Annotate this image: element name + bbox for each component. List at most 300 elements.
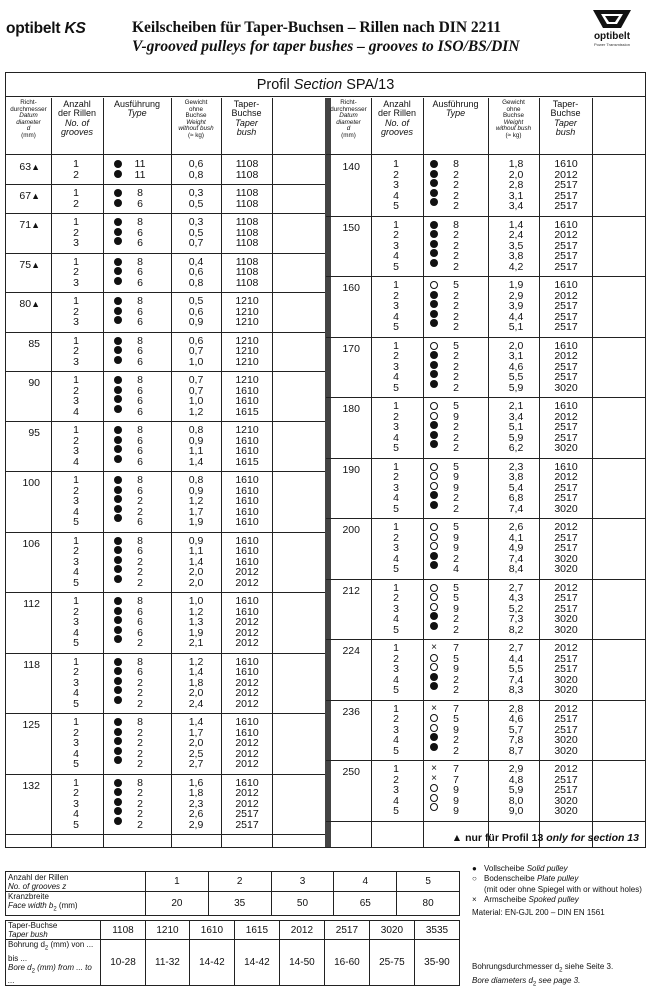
diameter-group: [326, 217, 645, 278]
header-grooves-line: Anzahl: [383, 99, 411, 109]
col-weight: [178, 475, 214, 528]
header-type-line: Ausführung: [113, 99, 161, 109]
header-grooves-line: No. of: [64, 117, 89, 128]
solid-pulley-icon: [430, 743, 438, 751]
plate-pulley-icon: [430, 402, 438, 410]
col-weight: [498, 704, 534, 757]
bush-size: 3020: [554, 613, 578, 625]
groove-count: 5: [73, 637, 79, 649]
groove-count: 1: [393, 642, 399, 654]
solid-pulley-icon: [114, 575, 122, 583]
bush-size: 2012: [554, 168, 578, 181]
groove-count: 1: [73, 295, 79, 307]
type-number: 6: [137, 355, 143, 368]
col-grooves: [61, 717, 91, 770]
solid-pulley-icon: [114, 170, 122, 178]
solid-pulley-icon: [114, 376, 122, 384]
type-number: 7: [453, 773, 459, 786]
col-spokes: [445, 704, 467, 757]
type-number: 6: [137, 405, 143, 418]
diameter-number: 190: [342, 463, 360, 476]
groove-count: 1: [393, 400, 399, 412]
type-number: 9: [453, 481, 459, 494]
type-number: 6: [137, 605, 143, 618]
type-number: 2: [453, 421, 459, 433]
col-type: [423, 159, 445, 208]
groove-count: 2: [393, 713, 399, 725]
weight-value: 4,9: [508, 542, 524, 554]
diameter-group: [6, 593, 326, 654]
solid-pulley-icon: [430, 179, 438, 187]
type-number: 2: [137, 787, 143, 799]
type-number: 8: [453, 218, 459, 231]
diameter-value: [6, 538, 40, 550]
groove-count: 5: [393, 260, 399, 273]
groove-count: 2: [73, 384, 79, 397]
type-number: 6: [137, 237, 143, 249]
solid-pulley-icon: [430, 440, 438, 448]
groove-count: 5: [73, 758, 79, 770]
col-type: [423, 462, 445, 511]
col-spokes: [445, 401, 467, 454]
groove-count: 3: [393, 542, 399, 554]
weight-value: 0,3: [188, 187, 204, 199]
weight-value: 0,7: [188, 374, 204, 386]
type-number: 2: [137, 555, 143, 568]
header-diameter-line: d: [346, 125, 351, 133]
col-spokes: [445, 280, 467, 333]
header-diameter-line: (mm): [341, 132, 356, 140]
groove-count: 3: [393, 239, 399, 252]
solid-pulley-icon: [430, 421, 438, 429]
col-bush: [227, 596, 267, 649]
weight-value: 1,7: [188, 726, 204, 739]
solid-pulley-icon: [114, 267, 122, 275]
groove-count: 4: [393, 613, 399, 625]
col-bush: [546, 704, 586, 757]
diameter-value: [6, 161, 40, 173]
bush-size: 3020: [554, 623, 578, 636]
type-number: 5: [453, 339, 459, 352]
b2-1: 20: [146, 892, 209, 916]
diameter-value: [6, 190, 40, 202]
solid-pulley-icon: [430, 240, 438, 248]
weight-value: 2,1: [508, 400, 524, 412]
solid-pulley-icon: [114, 728, 122, 736]
diameter-number: 85: [28, 337, 40, 350]
col-bush: [227, 375, 267, 417]
type-number: 2: [453, 381, 459, 394]
weight-value: 1,8: [188, 787, 204, 799]
diameter-group: [6, 156, 326, 185]
weight-value: 0,5: [188, 197, 204, 210]
solid-pulley-icon: [114, 228, 122, 236]
plate-pulley-icon: [430, 281, 438, 289]
solid-pulley-icon: [430, 310, 438, 318]
bush-size: 1610: [235, 545, 259, 557]
solid-pulley-icon: [114, 476, 122, 484]
groove-count: 1: [393, 339, 399, 352]
solid-pulley-icon: [430, 351, 438, 359]
bush-size: 2012: [554, 702, 578, 715]
type-number: 2: [453, 260, 459, 273]
bush-size: 2517: [554, 431, 578, 444]
col-grooves: [61, 657, 91, 710]
diameter-value: [6, 780, 40, 792]
type-number: 8: [137, 374, 143, 386]
weight-value: 5,1: [508, 321, 524, 333]
header-grooves-line: grooves: [380, 127, 414, 138]
col-weight: [498, 462, 534, 515]
bush-size: 2517: [554, 371, 578, 383]
weight-value: 1,2: [188, 405, 204, 418]
header-grooves-line: No. of: [384, 117, 409, 128]
groove-count: 2: [393, 652, 399, 665]
bush-size: 2517: [554, 321, 578, 333]
bush-size: 1108: [235, 158, 259, 170]
col-grooves: [61, 375, 91, 417]
groove-count: 1: [393, 218, 399, 231]
solid-pulley-icon: [114, 237, 122, 245]
bush-size: 2517: [554, 492, 578, 504]
col-weight: [178, 296, 214, 328]
groove-count: 2: [73, 545, 79, 557]
header-weight-line: (≈ kg): [187, 132, 205, 140]
bush-size: 3020: [554, 744, 578, 757]
type-number: 5: [453, 713, 459, 725]
diameter-group: [6, 654, 326, 715]
diameter-value: [326, 161, 360, 173]
bore-1610: 14-42: [189, 940, 234, 986]
solid-pulley-icon: [114, 658, 122, 666]
type-number: 2: [137, 758, 143, 770]
groove-count: 4: [393, 794, 399, 807]
type-number: 9: [453, 663, 459, 675]
bush-2012: 2012: [279, 921, 324, 940]
col-spokes: [445, 643, 467, 696]
weight-value: 8,4: [508, 563, 524, 575]
solid-pulley-icon: [114, 626, 122, 634]
legend-solid: ● Vollscheibe Solid pulley: [472, 864, 568, 873]
weight-value: 1,4: [508, 218, 524, 231]
weight-value: 0,8: [188, 474, 204, 486]
weight-value: 8,0: [508, 794, 524, 807]
header-grooves: [51, 100, 103, 138]
solid-pulley-icon: [114, 514, 122, 522]
groove-count: 4: [393, 371, 399, 383]
legend-plate: ○ Bodenscheibe Plate pulley: [472, 874, 579, 884]
header-diameter-line: durchmesser: [330, 105, 367, 113]
type-number: 8: [137, 655, 143, 668]
groove-count: 5: [393, 200, 399, 212]
b2-4: 65: [334, 892, 397, 916]
weight-value: 4,6: [508, 713, 524, 725]
type-number: 9: [453, 805, 459, 817]
bush-size: 1610: [235, 434, 259, 447]
groove-count: 5: [393, 805, 399, 817]
col-grooves: [381, 159, 411, 212]
weight-value: 5,7: [508, 723, 524, 736]
weight-value: 3,8: [508, 471, 524, 483]
header-diameter-line: diameter: [336, 118, 361, 126]
b2-3: 50: [271, 892, 334, 916]
bore-note: Bohrungsdurchmesser $d_2$ siehe Seite 3. Bore diameters $d_2$ see page 3.: [472, 962, 614, 988]
groove-count: 2: [393, 350, 399, 362]
groove-count: 5: [73, 516, 79, 528]
bush-label: Taper-Buchse Taper bush: [6, 921, 101, 940]
diameter-group: [6, 533, 326, 594]
weight-value: 2,1: [188, 637, 204, 649]
col-grooves: [381, 643, 411, 696]
type-number: 6: [137, 616, 143, 628]
bush-size: 1210: [235, 374, 259, 386]
solid-pulley-icon: [430, 160, 438, 168]
plate-pulley-icon: [430, 523, 438, 531]
brand: optibelt KS: [6, 20, 86, 37]
bush-size: 2517: [554, 200, 578, 212]
col-grooves: [381, 764, 411, 817]
groove-count: 2: [73, 305, 79, 318]
bush-size: 2012: [554, 471, 578, 483]
diameter-number: 224: [342, 645, 360, 657]
diameter-number: 100: [22, 477, 40, 489]
solid-pulley-icon: [114, 546, 122, 554]
weight-value: 1,3: [188, 616, 204, 628]
type-number: 2: [137, 566, 143, 578]
weight-value: 1,4: [188, 455, 204, 468]
bush-size: 2012: [235, 576, 259, 589]
bush-size: 3020: [554, 552, 578, 565]
groove-count: 3: [73, 797, 79, 810]
weight-value: 2,7: [508, 581, 524, 594]
optibelt-logo: optibelt Power Transmission: [578, 8, 646, 47]
col-bush: [227, 536, 267, 589]
header-bush-line: Taper: [554, 117, 577, 128]
solid-pulley-icon: [114, 607, 122, 615]
col-type: [107, 188, 129, 208]
solid-pulley-icon: [114, 677, 122, 685]
diameter-group: [326, 156, 645, 217]
diameter-number: 125: [22, 719, 40, 731]
col-spokes: [129, 159, 151, 180]
solid-pulley-icon: [114, 696, 122, 704]
type-number: 2: [453, 744, 459, 757]
weight-value: 1,4: [188, 666, 204, 678]
col-bush: [227, 425, 267, 467]
type-number: 2: [137, 747, 143, 760]
weight-value: 2,3: [188, 797, 204, 810]
type-number: 6: [137, 395, 143, 407]
weight-value: 5,2: [508, 602, 524, 615]
type-number: 5: [453, 400, 459, 412]
bush-size: 2012: [554, 763, 578, 775]
diameter-number: 200: [342, 524, 360, 536]
col-type: [423, 280, 445, 329]
solid-pulley-icon: [430, 361, 438, 369]
diameter-number: 140: [342, 161, 360, 173]
plate-pulley-icon: [430, 463, 438, 471]
bush-size: 1210: [235, 345, 259, 357]
weight-value: 2,6: [508, 521, 524, 533]
bush-size: 2012: [235, 797, 259, 810]
weight-value: 4,2: [508, 260, 524, 273]
section-13-mark: ▲: [31, 191, 40, 201]
weight-value: 3,1: [508, 350, 524, 362]
diameter-value: [6, 477, 40, 489]
type-number: 2: [453, 684, 459, 696]
bush-size: 1615: [235, 405, 259, 418]
header-grooves-line: Anzahl: [63, 99, 91, 109]
weight-value: 0,8: [188, 276, 204, 289]
col-type: [423, 704, 445, 753]
solid-pulley-icon: [114, 277, 122, 285]
type-number: 6: [137, 434, 143, 447]
diameter-number: 250: [342, 766, 360, 778]
type-number: 6: [137, 445, 143, 457]
bush-size: 1210: [235, 424, 259, 436]
weight-value: 4,1: [508, 531, 524, 544]
header-diameter-line: diameter: [16, 118, 41, 126]
col-spokes: [445, 522, 467, 575]
col-bush: [546, 280, 586, 333]
bush-size: 2517: [554, 542, 578, 554]
bush-size: 1610: [235, 605, 259, 618]
diameter-group: [6, 254, 326, 294]
weight-value: 3,4: [508, 410, 524, 423]
header-bush: [221, 100, 272, 138]
type-number: 6: [137, 305, 143, 318]
weight-value: 2,0: [188, 566, 204, 578]
z-1: 1: [146, 872, 209, 892]
col-spokes: [445, 159, 467, 212]
header-type-line: Type: [445, 108, 466, 119]
header-grooves-line: der Rillen: [57, 108, 97, 119]
bush-size: 2517: [554, 713, 578, 725]
header-weight-line: Buchse: [502, 112, 524, 120]
groove-count: 4: [73, 455, 79, 468]
col-grooves: [381, 341, 411, 394]
right-table-half: [326, 98, 645, 847]
bush-size: 2517: [554, 663, 578, 675]
type-number: 2: [137, 495, 143, 507]
type-number: 2: [453, 371, 459, 383]
groove-count: 1: [73, 158, 79, 170]
header-weight-line: Weight: [186, 118, 206, 126]
table-header: [6, 98, 326, 155]
type-number: 6: [137, 516, 143, 528]
weight-value: 7,8: [508, 734, 524, 746]
plate-pulley-icon: [430, 342, 438, 350]
groove-count: 2: [393, 229, 399, 241]
groove-count: 2: [393, 531, 399, 544]
diameter-group: [326, 761, 645, 822]
solid-pulley-icon: [114, 199, 122, 207]
col-grooves: [61, 217, 91, 249]
col-grooves: [61, 336, 91, 368]
type-number: 2: [137, 808, 143, 820]
bush-size: 1610: [235, 555, 259, 568]
groove-count: 5: [393, 321, 399, 333]
table-header: [326, 98, 645, 155]
groove-count: 2: [393, 773, 399, 786]
bush-size: 1108: [235, 197, 259, 210]
bore-1615: 14-42: [234, 940, 279, 986]
weight-value: 1,1: [188, 545, 204, 557]
header-type-line: Type: [127, 108, 147, 119]
type-number: 2: [453, 200, 459, 212]
groove-count: 1: [73, 474, 79, 486]
diameter-group: [326, 277, 645, 338]
bush-size: 1610: [235, 495, 259, 507]
solid-pulley-icon: [114, 667, 122, 675]
col-bush: [227, 188, 267, 209]
b2-2: 35: [208, 892, 271, 916]
col-type: [423, 401, 445, 450]
groove-count: 1: [73, 595, 79, 607]
col-weight: [178, 425, 214, 467]
groove-count: 1: [393, 279, 399, 291]
groove-count: 1: [393, 460, 399, 473]
diameter-group: [6, 185, 326, 214]
header-diameter: [326, 100, 371, 140]
header-bush-line: bush: [555, 127, 576, 138]
diameter-group: [6, 214, 326, 254]
type-number: 6: [137, 276, 143, 289]
col-grooves: [381, 401, 411, 454]
groove-count: 3: [393, 300, 399, 312]
bush-size: 1610: [235, 484, 259, 497]
type-number: 6: [137, 316, 143, 328]
groove-count: 4: [73, 808, 79, 820]
weight-value: 6,8: [508, 492, 524, 504]
solid-pulley-icon: [430, 622, 438, 630]
bore-1108: 10-28: [101, 940, 146, 986]
solid-pulley-icon: [114, 189, 122, 197]
weight-value: 0,6: [188, 266, 204, 278]
type-number: 9: [453, 723, 459, 736]
groove-count: 2: [73, 434, 79, 447]
weight-value: 9,0: [508, 805, 524, 817]
header-grooves-line: grooves: [60, 127, 94, 138]
col-type: [107, 657, 129, 706]
section-13-mark: ▲: [31, 259, 40, 270]
col-weight: [498, 522, 534, 575]
col-spokes: [129, 717, 151, 770]
diameter-value: [326, 585, 360, 597]
groove-count: 1: [73, 187, 79, 199]
weight-value: 6,2: [508, 442, 524, 454]
col-spokes: [129, 296, 151, 328]
weight-value: 1,2: [188, 495, 204, 507]
groove-count: 4: [73, 747, 79, 760]
type-number: 2: [453, 229, 459, 241]
diameter-number: 118: [23, 658, 40, 671]
bore-2012: 14-50: [279, 940, 324, 986]
col-spokes: [445, 220, 467, 273]
type-number: 2: [453, 310, 459, 323]
solid-pulley-icon: [430, 259, 438, 267]
solid-pulley-icon: [114, 455, 122, 463]
solid-pulley-icon: [114, 218, 122, 226]
diameter-value: [326, 464, 360, 476]
col-spokes: [445, 462, 467, 515]
weight-value: 4,3: [508, 592, 524, 604]
col-grooves: [61, 596, 91, 649]
weight-value: 2,0: [188, 687, 204, 699]
solid-pulley-icon: [114, 356, 122, 364]
header-weight-line: Gewicht: [502, 99, 525, 106]
groove-count: 3: [393, 602, 399, 615]
